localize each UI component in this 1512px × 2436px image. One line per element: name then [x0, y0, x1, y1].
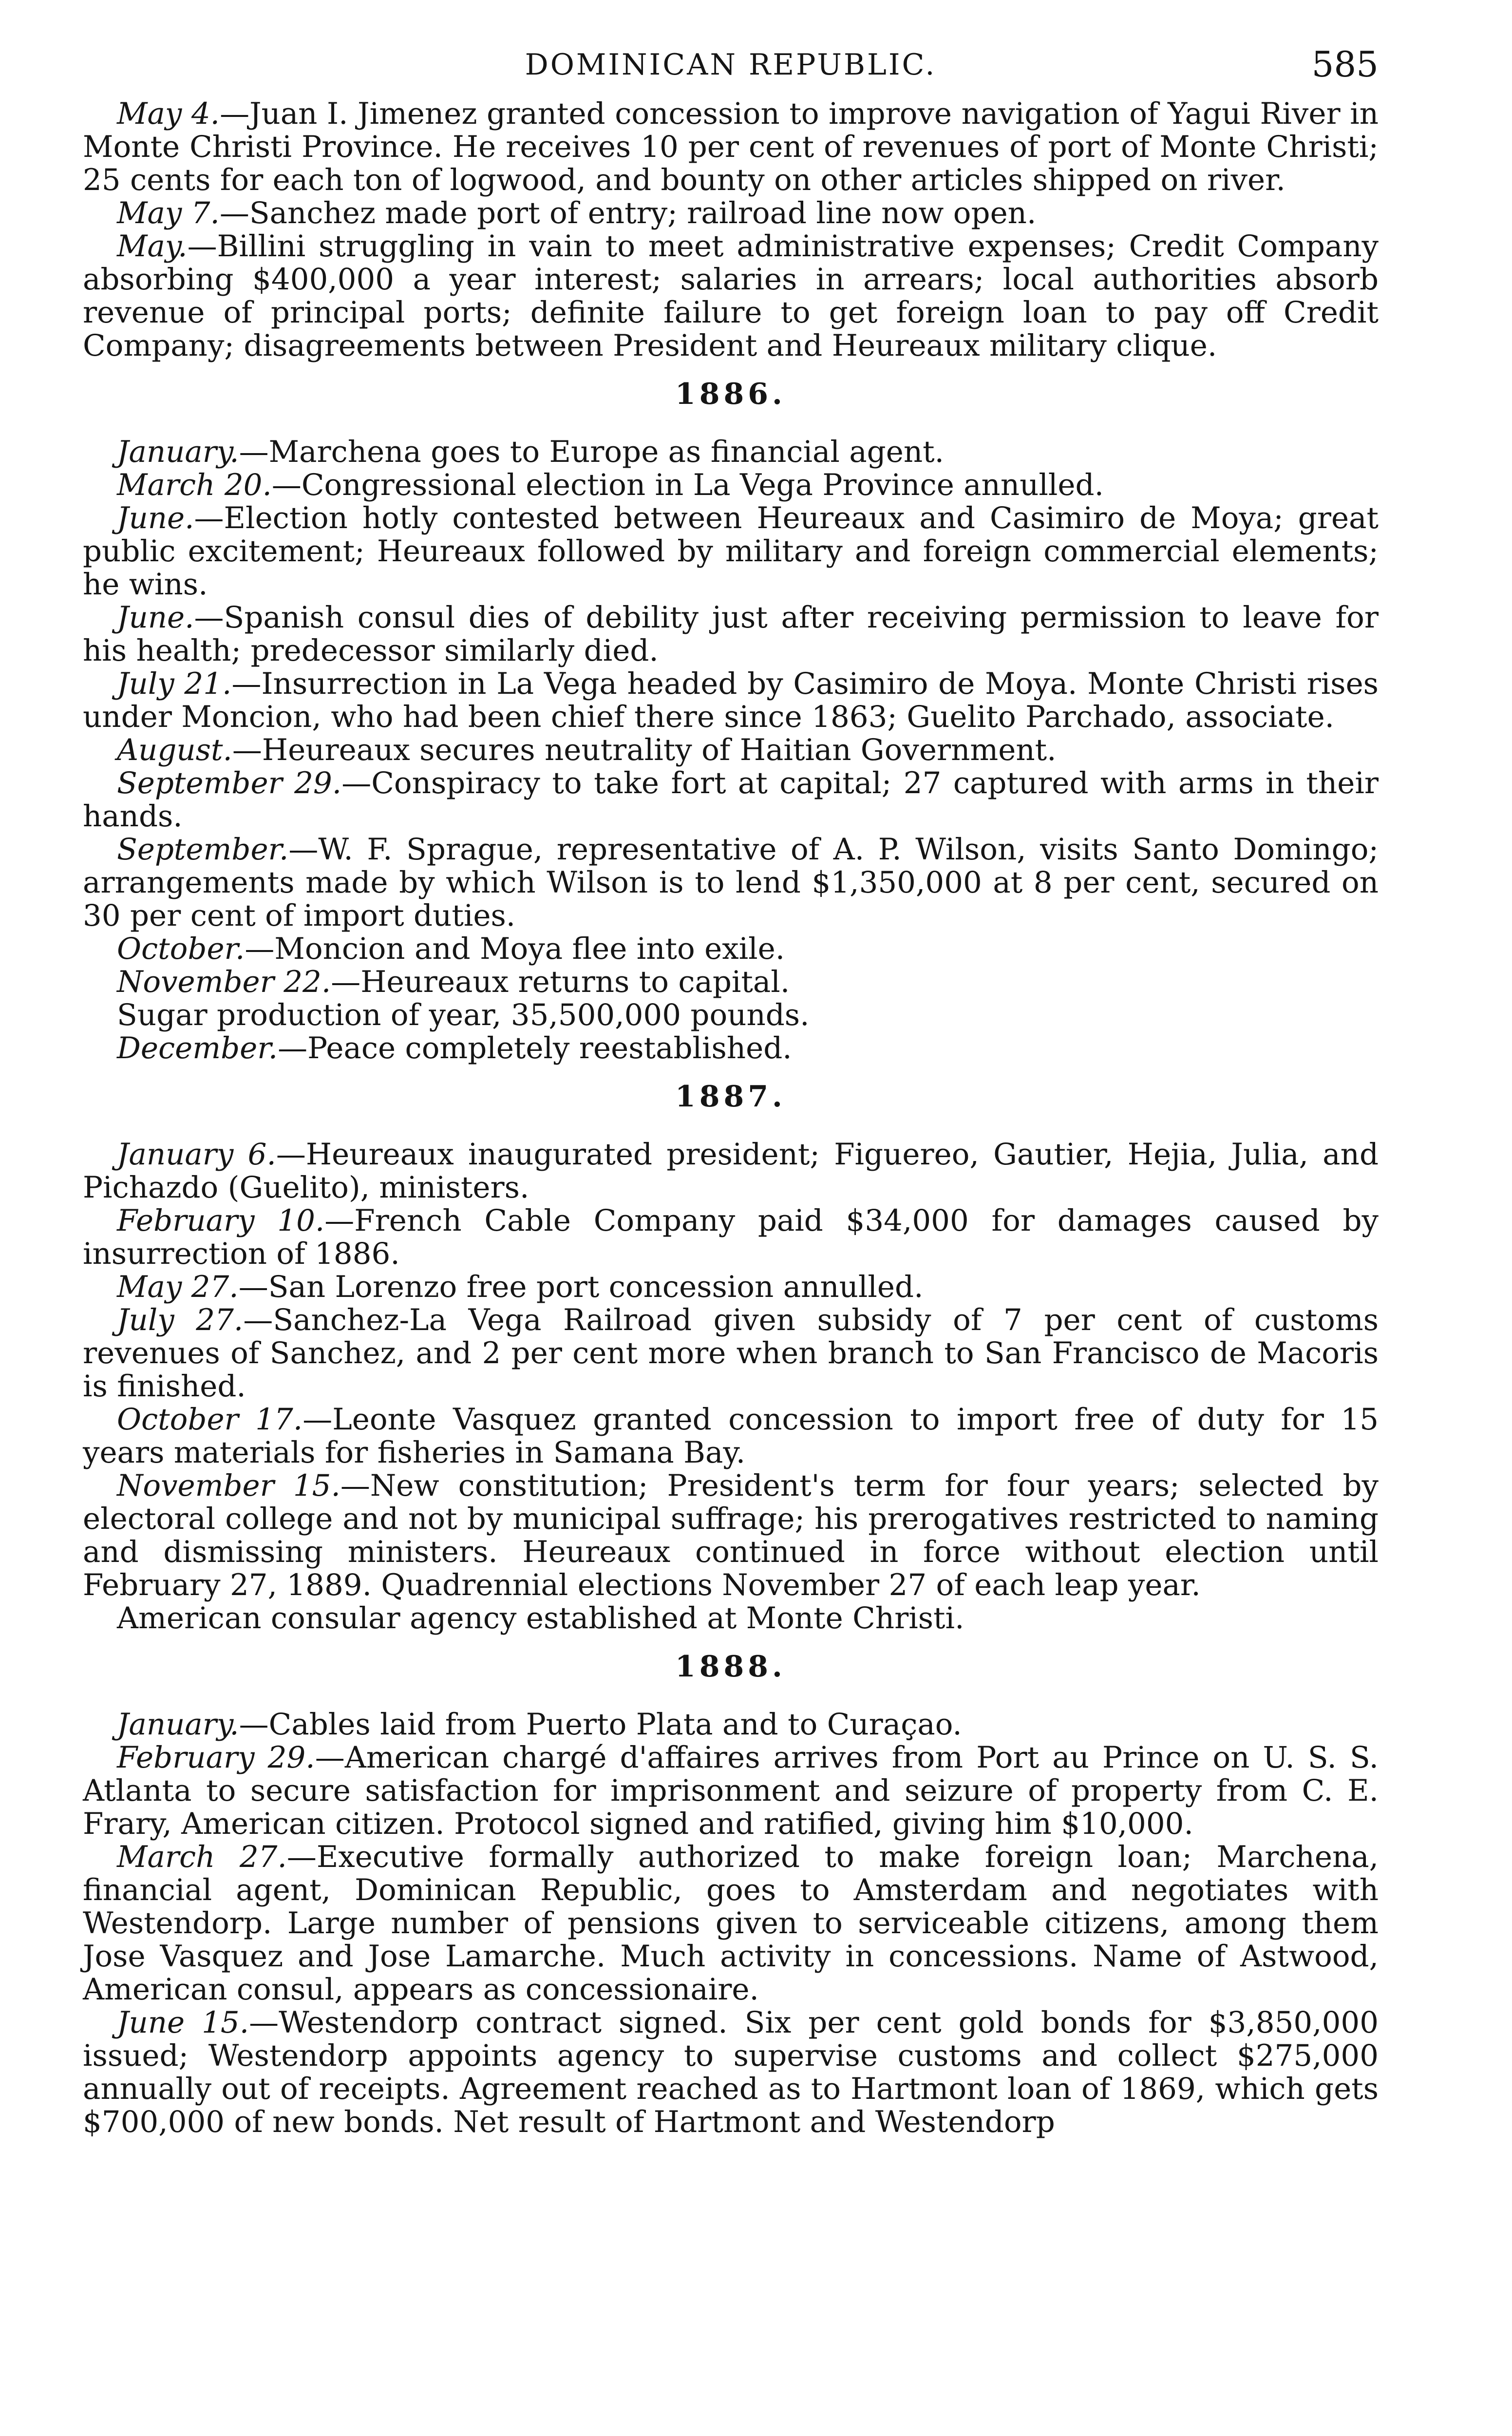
entry-text: American consular agency established at Monte Christi. — [117, 1601, 964, 1636]
chronology-entry — [83, 230, 1379, 362]
entry-text: —Election hotly contested between Heureaux and Casimiro de Moya; great public excitement; Heureaux followed by military and foreign commercial elements; he wins. — [83, 501, 1379, 602]
running-title: DOMINICAN REPUBLIC. — [525, 48, 937, 82]
chronology-entry — [83, 1304, 1379, 1403]
year-heading: 1888. — [675, 1650, 786, 1684]
entry-date: January. — [117, 435, 239, 469]
chronology-entry — [83, 97, 1379, 197]
entry-date: November 22. — [117, 965, 331, 999]
chronology-entry — [83, 1403, 1379, 1469]
year-heading: 1886. — [675, 377, 786, 411]
entry-text: —Marchena goes to Europe as financial agent. — [239, 435, 945, 469]
entry-date: October. — [117, 932, 245, 966]
entry-text: —Insurrection in La Vega headed by Casimiro de Moya. Monte Christi rises under Moncion, who had been chief there since 1863; Guelito Parchado, associate. — [83, 666, 1379, 734]
entry-text: —Conspiracy to take fort at capital; 27 captured with arms in their hands. — [83, 766, 1379, 834]
entry-text: —Heureaux inaugurated president; Figuereo, Gautier, Hejia, Julia, and Pichazdo (Guelito), ministers. — [83, 1137, 1379, 1205]
entry-date: May 27. — [117, 1270, 239, 1304]
entry-date: May 4. — [117, 96, 220, 131]
chronology-entry — [83, 1602, 1379, 1635]
entry-text: —French Cable Company paid $34,000 for damages caused by insurrection of 1886. — [83, 1203, 1379, 1271]
chronology-entry — [83, 1271, 1379, 1304]
chronology-entry — [83, 1138, 1379, 1204]
chronology-entry — [83, 933, 1379, 966]
entry-text: —Billini struggling in vain to meet administrative expenses; Credit Company absorbing $400,000 a year interest; salaries in arrears; local authorities absorb revenue of principal ports; definite failure to get foreign loan to pay off Credit Company; disagreements between President and Heureaux military clique. — [83, 229, 1379, 363]
entry-date: September. — [117, 832, 289, 867]
entry-text: —Executive formally authorized to make foreign loan; Marchena, financial agent, Dominican Republic, goes to Amsterdam and negotiates with Westendorp. Large number of pensions given to serviceable citizens, among them Jose Vasquez and Jose Lamarche. Much activity in concessions. Name of Astwood, American consul, appears as concessionaire. — [83, 1840, 1379, 2007]
chronology-entry — [83, 197, 1379, 230]
chronology-entry — [83, 601, 1379, 667]
chronology-entry — [83, 767, 1379, 833]
chronology-entry — [83, 1708, 1379, 1741]
year-heading: 1887. — [675, 1080, 786, 1114]
chronology-entry — [83, 833, 1379, 933]
chronology-entry — [83, 999, 1379, 1032]
entry-text: —Juan I. Jimenez granted concession to improve navigation of Yagui River in Monte Christi Province. He receives 10 per cent of revenues of port of Monte Christi; 25 cents for each ton of logwood, and bounty on other articles shipped on river. — [83, 96, 1379, 197]
entry-date: October 17. — [117, 1402, 303, 1437]
entry-date: July 21. — [117, 666, 232, 701]
entry-date: September 29. — [117, 766, 342, 800]
entry-text: —W. F. Sprague, representative of A. P. Wilson, visits Santo Domingo; arrangements made by which Wilson is to lend $1,350,000 at 8 per cent, secured on 30 per cent of import duties. — [83, 832, 1379, 933]
chronology-entry — [83, 469, 1379, 502]
entry-text: —New constitution; President's term for four years; selected by electoral college and not by municipal suffrage; his prerogatives restricted to naming and dismissing ministers. Heureaux continued in force without election until February 27, 1889. Quadrennial elections November 27 of each leap year. — [83, 1468, 1379, 1602]
entry-date: February 29. — [117, 1740, 315, 1775]
running-header — [83, 44, 1379, 97]
chronology-entry — [83, 436, 1379, 469]
entry-text: Sugar production of year, 35,500,000 pounds. — [117, 998, 810, 1032]
entry-text: —Sanchez made port of entry; railroad line now open. — [219, 196, 1037, 230]
entry-text: —American chargé d'affaires arrives from Port au Prince on U. S. S. Atlanta to secure satisfaction for imprisonment and seizure of property from C. E. Frary, American citizen. Protocol signed and ratified, giving him $10,000. — [83, 1740, 1379, 1841]
entry-text: —Sanchez-La Vega Railroad given subsidy of 7 per cent of customs revenues of Sanchez, and 2 per cent more when branch to San Francisco de Macoris is finished. — [83, 1303, 1379, 1404]
entry-text: —Congressional election in La Vega Province annulled. — [271, 468, 1104, 502]
entry-date: June 15. — [117, 2005, 249, 2040]
page-number: 585 — [1311, 44, 1379, 85]
entry-text: —Heureaux secures neutrality of Haitian Government. — [232, 733, 1057, 767]
entry-date: June. — [117, 501, 194, 535]
chronology-entry — [83, 1841, 1379, 2006]
chronology-entry — [83, 734, 1379, 767]
chronology-entry — [83, 502, 1379, 601]
chronology-entry — [83, 1741, 1379, 1841]
entry-text: —Cables laid from Puerto Plata and to Curaçao. — [239, 1707, 962, 1742]
document-page — [83, 44, 1379, 2139]
entry-date: March 27. — [117, 1840, 287, 1874]
chronology-entry — [83, 1204, 1379, 1271]
chronology-entry — [83, 2006, 1379, 2139]
entry-date: August. — [117, 733, 232, 767]
entry-text: —Peace completely reestablished. — [278, 1031, 792, 1066]
entry-text: —Heureaux returns to capital. — [331, 965, 790, 999]
entry-date: January 6. — [117, 1137, 276, 1172]
chronology-entry — [83, 1032, 1379, 1065]
entry-date: March 20. — [117, 468, 272, 502]
entry-date: January. — [117, 1707, 239, 1742]
entry-date: May. — [117, 229, 188, 264]
entry-text: —San Lorenzo free port concession annulled. — [238, 1270, 924, 1304]
chronology-entry — [83, 966, 1379, 999]
entry-date: December. — [117, 1031, 278, 1066]
document-body — [83, 97, 1379, 2139]
entry-date: May 7. — [117, 196, 220, 230]
entry-date: February 10. — [117, 1203, 325, 1238]
entry-text: —Spanish consul dies of debility just after receiving permission to leave for his health; predecessor similarly died. — [83, 600, 1379, 668]
chronology-entry — [83, 667, 1379, 734]
entry-date: July 27. — [117, 1303, 244, 1337]
entry-date: November 15. — [117, 1468, 340, 1503]
entry-text: —Westendorp contract signed. Six per cent gold bonds for $3,850,000 issued; Westendorp appoints agency to supervise customs and collect $275,000 annually out of receipts. Agreement reached as to Hartmont loan of 1869, which gets $700,000 of new bonds. Net result of Hartmont and Westendorp — [83, 2005, 1379, 2139]
entry-date: June. — [117, 600, 194, 635]
entry-text: —Moncion and Moya flee into exile. — [245, 932, 785, 966]
entry-text: —Leonte Vasquez granted concession to import free of duty for 15 years materials for fisheries in Samana Bay. — [83, 1402, 1379, 1470]
chronology-entry — [83, 1469, 1379, 1602]
